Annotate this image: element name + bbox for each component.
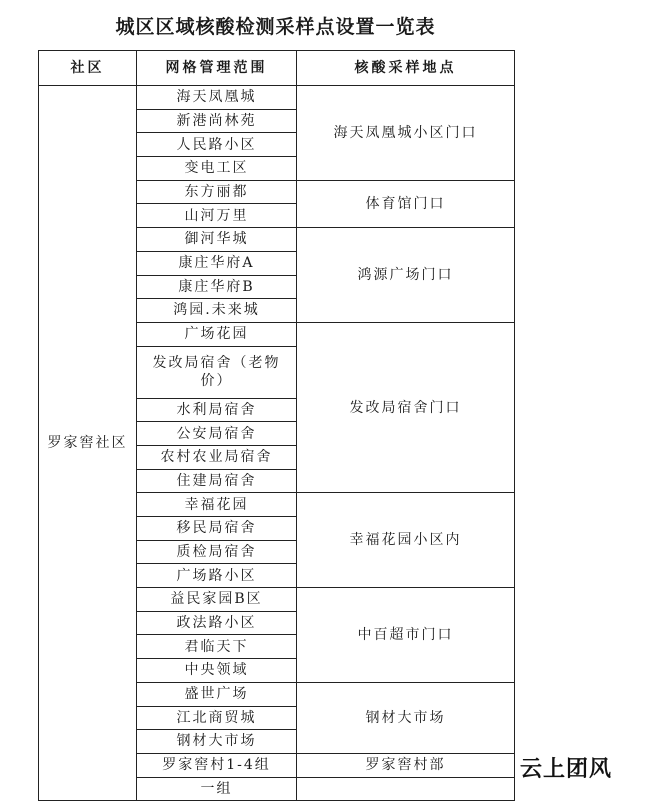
grid-area-cell: 康庄华府A <box>137 251 297 275</box>
sampling-site-cell: 幸福花园小区内 <box>297 493 515 588</box>
watermark-logo: 云上团风 <box>520 757 613 782</box>
grid-area-cell: 水利局宿舍 <box>137 398 297 422</box>
sampling-site-table <box>38 50 515 801</box>
grid-area-cell: 住建局宿舍 <box>137 469 297 493</box>
grid-area-cell: 盛世广场 <box>137 682 297 706</box>
sampling-site-cell: 鸿源广场门口 <box>297 228 515 323</box>
grid-area-cell: 鸿园.未来城 <box>137 299 297 323</box>
sampling-site-cell: 罗家窖村部 <box>297 753 515 777</box>
sampling-site-cell <box>297 777 515 801</box>
table-header-row <box>39 51 515 86</box>
grid-area-cell: 君临天下 <box>137 635 297 659</box>
sampling-site-cell: 体育馆门口 <box>297 180 515 227</box>
page-title: 城区区域核酸检测采样点设置一览表 <box>115 16 436 38</box>
grid-area-cell: 变电工区 <box>137 157 297 181</box>
grid-area-cell: 广场花园 <box>137 322 297 346</box>
grid-area-cell: 东方丽都 <box>137 180 297 204</box>
grid-area-cell: 海天凤凰城 <box>137 86 297 110</box>
grid-area-cell: 人民路小区 <box>137 133 297 157</box>
grid-area-cell: 中央领域 <box>137 659 297 683</box>
sampling-site-cell: 海天凤凰城小区门口 <box>297 86 515 181</box>
grid-area-cell: 发改局宿舍（老物价） <box>137 346 297 398</box>
header-sampling-site: 核酸采样地点 <box>297 51 515 86</box>
sampling-site-cell: 发改局宿舍门口 <box>297 322 515 492</box>
grid-area-cell: 公安局宿舍 <box>137 422 297 446</box>
header-grid-scope: 网格管理范围 <box>137 51 297 86</box>
grid-area-cell: 农村农业局宿舍 <box>137 445 297 469</box>
table-row <box>39 86 515 110</box>
header-community: 社区 <box>39 51 137 86</box>
sampling-site-cell: 中百超市门口 <box>297 588 515 683</box>
grid-area-cell: 广场路小区 <box>137 564 297 588</box>
grid-area-cell: 移民局宿舍 <box>137 517 297 541</box>
table-body <box>39 86 515 801</box>
grid-area-cell: 一组 <box>137 777 297 801</box>
community-cell: 罗家窖社区 <box>39 86 137 801</box>
sampling-site-cell: 钢材大市场 <box>297 682 515 753</box>
grid-area-cell: 幸福花园 <box>137 493 297 517</box>
grid-area-cell: 钢材大市场 <box>137 730 297 754</box>
grid-area-cell: 新港尚林苑 <box>137 109 297 133</box>
grid-area-cell: 政法路小区 <box>137 611 297 635</box>
grid-area-cell: 质检局宿舍 <box>137 540 297 564</box>
grid-area-cell: 江北商贸城 <box>137 706 297 730</box>
grid-area-cell: 御河华城 <box>137 228 297 252</box>
grid-area-cell: 罗家窖村1-4组 <box>137 753 297 777</box>
grid-area-cell: 山河万里 <box>137 204 297 228</box>
grid-area-cell: 益民家园B区 <box>137 588 297 612</box>
grid-area-cell: 康庄华府B <box>137 275 297 299</box>
